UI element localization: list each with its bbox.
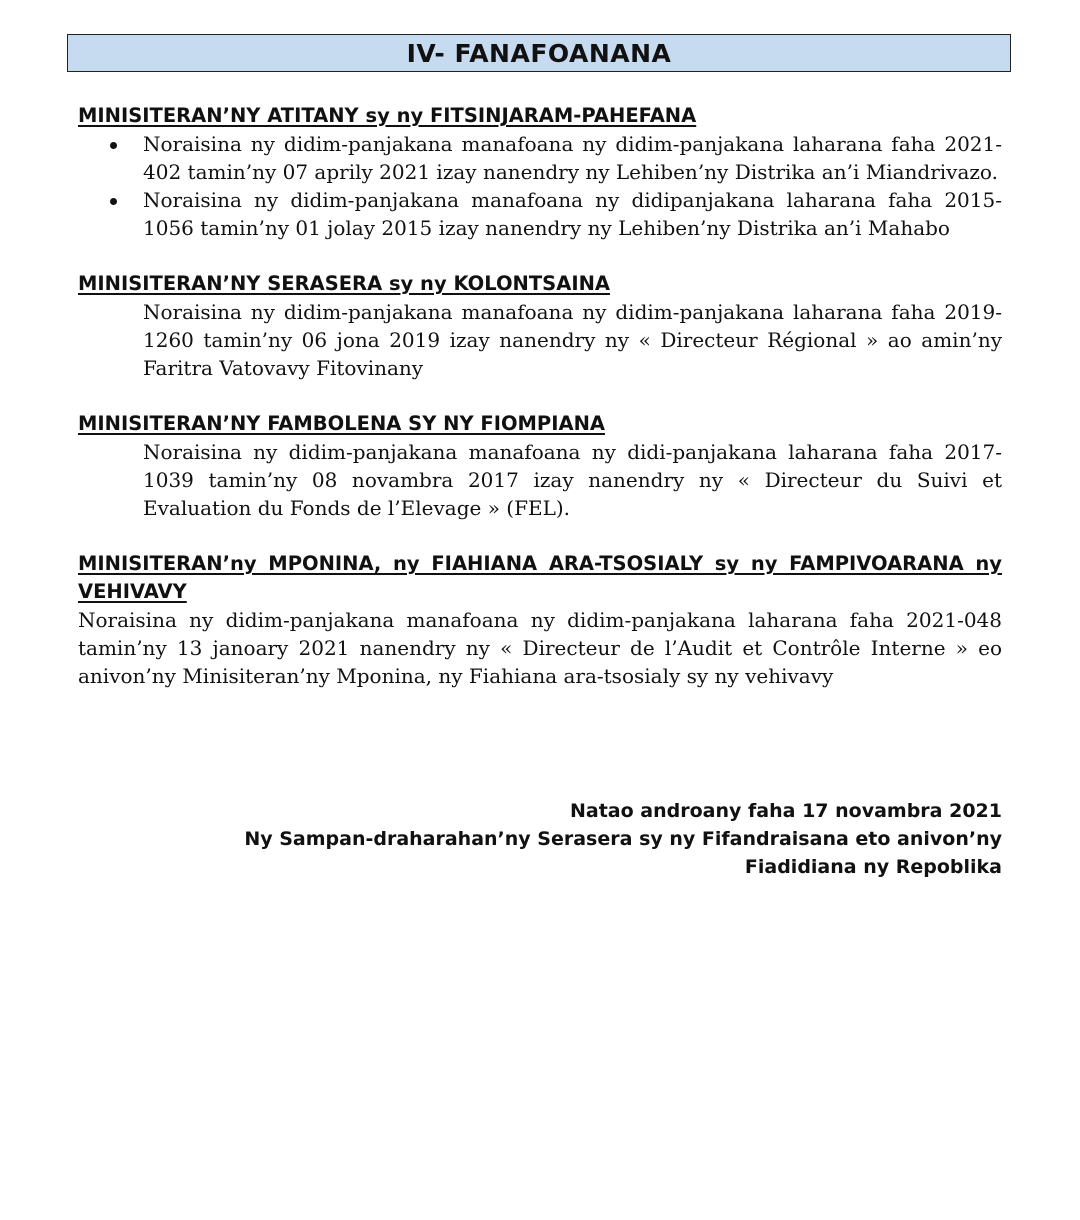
section-fambolena [78,410,1002,522]
bullet-list [78,130,1002,242]
section-title-box [67,34,1011,72]
section-mponina [78,550,1002,690]
section-heading: MINISITERAN’NY FAMBOLENA SY NY FIOMPIANA [78,412,605,435]
list-item-text: Noraisina ny didim-panjakana manafoana ny didipanjakana laharana faha 2015-1056 tamin’ny 01 jolay 2015 izay nanendry ny Lehiben’ny Distrika an’i Mahabo [143,188,1002,240]
section-heading: MINISITERAN’ny MPONINA, ny FIAHIANA ARA-TSOSIALY sy ny FAMPIVOARANA ny VEHIVAVY [78,552,1002,603]
signature-date: Natao androany faha 17 novambra 2021 [570,800,1002,822]
bullet-icon [110,142,117,149]
signature-block [244,797,1002,881]
section-paragraph: Noraisina ny didim-panjakana manafoana ny didim-panjakana laharana faha 2019-1260 tamin’ny 06 jona 2019 izay nanendry ny « Directeur Régional » ao amin’ny Faritra Vatovavy Fitovinany [143,300,1002,380]
list-item-text: Noraisina ny didim-panjakana manafoana ny didim-panjakana laharana faha 2021-402 tamin’ny 07 aprily 2021 izay nanendry ny Lehiben’ny Distrika an’i Miandrivazo. [143,132,1002,184]
signature-institution: Fiadidiana ny Repoblika [744,856,1002,878]
document-body [78,102,1002,718]
section-heading: MINISITERAN’NY ATITANY sy ny FITSINJARAM-PAHEFANA [78,104,697,127]
list-item [143,130,1002,186]
section-paragraph: Noraisina ny didim-panjakana manafoana ny didim-panjakana laharana faha 2021-048 tamin’ny 13 janoary 2021 nanendry ny « Directeur de l’Audit et Contrôle Interne » eo anivon’ny Minisiteran’ny Mponina, ny Fiahiana ara-tsosialy sy ny vehivavy [78,608,1002,688]
section-atitany [78,102,1002,242]
section-heading: MINISITERAN’NY SERASERA sy ny KOLONTSAINA [78,272,610,295]
bullet-icon [110,198,117,205]
signature-office: Ny Sampan-draharahan’ny Serasera sy ny Fifandraisana eto anivon’ny [244,828,1002,850]
section-title: IV- FANAFOANANA [406,38,672,68]
section-paragraph: Noraisina ny didim-panjakana manafoana ny didi-panjakana laharana faha 2017-1039 tamin’ny 08 novambra 2017 izay nanendry ny « Directeur du Suivi et Evaluation du Fonds de l’Elevage » (FEL). [143,440,1002,520]
list-item [143,186,1002,242]
section-serasera [78,270,1002,382]
